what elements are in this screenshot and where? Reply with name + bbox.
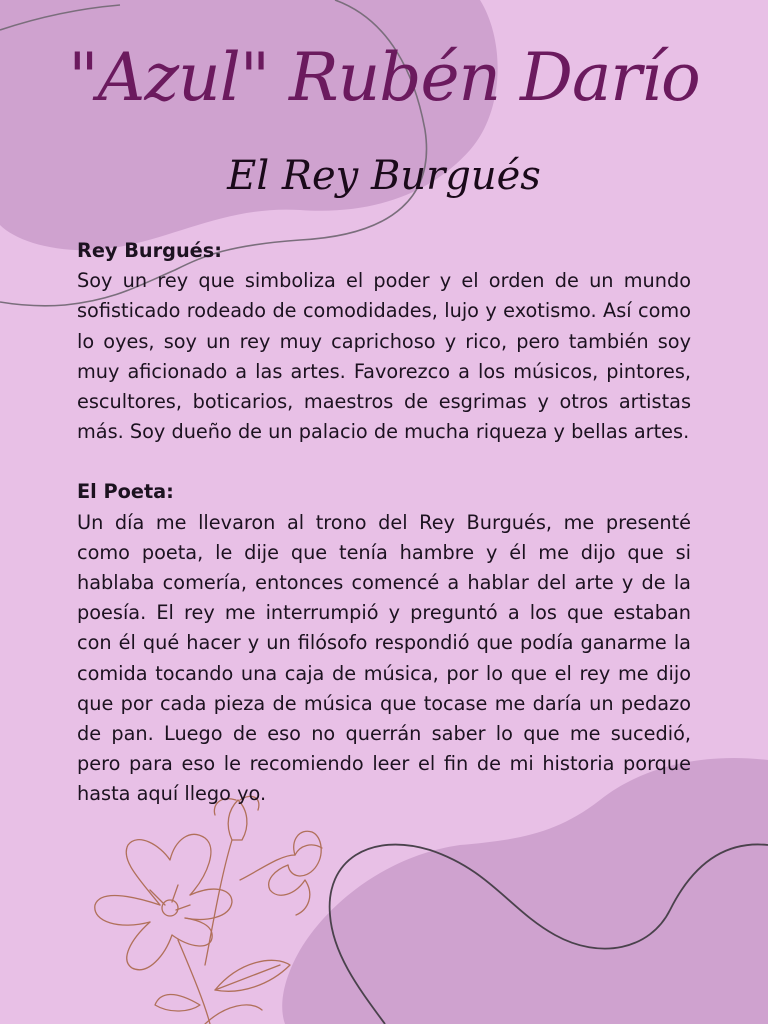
section-paragraph: Soy un rey que simboliza el poder y el orden de un mundo sofisticado rodeado de comodidades, lujo y exotismo. Así como lo oyes, soy un rey muy caprichoso y rico, pero también soy muy aficionado a las artes. Favorezco a los músicos, pintores, escultores, boticarios, maestros de esgrimas y otros artistas más. Soy dueño de un palacio de mucha riqueza y bellas artes. <box>77 269 691 444</box>
section-heading: Rey Burgués: <box>77 239 222 262</box>
section-paragraph: Un día me llevaron al trono del Rey Burgués, me presenté como poeta, le dije que tenía hambre y él me dijo que si hablaba comería, entonces comencé a hablar del arte y de la poesía. El rey me interrumpió y preguntó a los que estaban con él qué hacer y un filósofo respondió que podía ganarme la comida tocando una caja de música, por lo que el rey me dijo que por cada pieza de música que tocase me daría un pedazo de pan. Luego de eso no querrán saber lo que me sucedió, pero para eso le recomiendo leer el fin de mi historia porque hasta aquí llego yo. <box>77 510 691 806</box>
page-title: "Azul" Rubén Darío <box>68 39 700 116</box>
article-body <box>77 236 691 810</box>
section-el-poeta <box>77 477 691 809</box>
section-rey-burgues <box>77 236 691 447</box>
page-subtitle: El Rey Burgués <box>227 153 541 199</box>
section-heading: El Poeta: <box>77 480 174 504</box>
